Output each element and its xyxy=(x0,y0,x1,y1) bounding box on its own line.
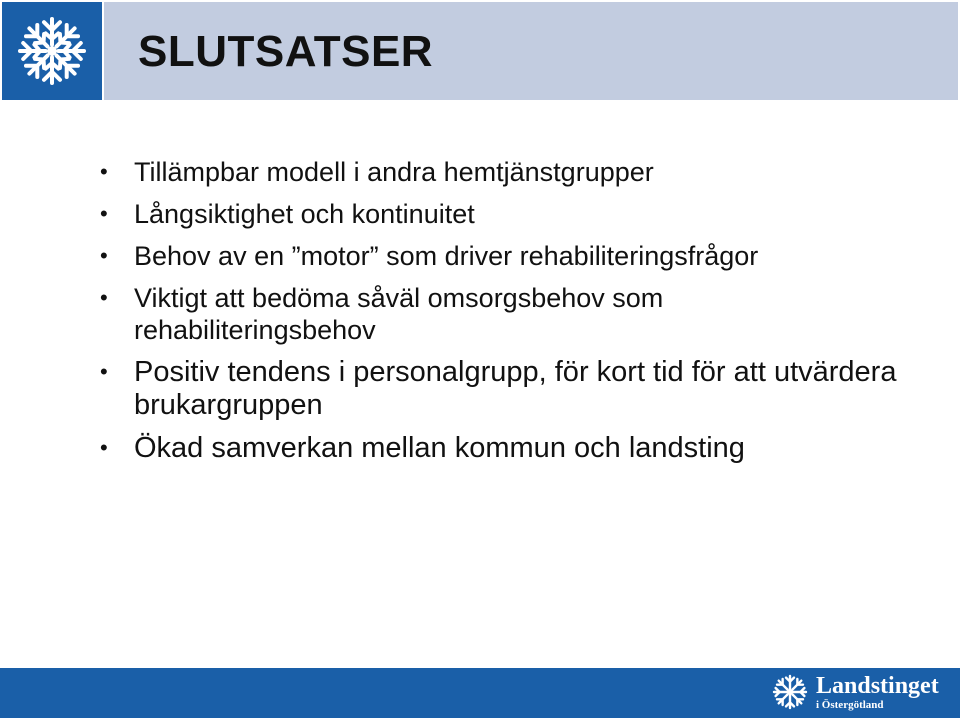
bullet-text: Tillämpbar modell i andra hemtjänstgrupper xyxy=(134,157,654,187)
snowflake-logo-icon xyxy=(12,11,92,91)
footer-bar xyxy=(0,668,960,718)
footer-org xyxy=(816,674,939,711)
bullet-text: Ökad samverkan mellan kommun och landsting xyxy=(134,432,745,464)
bullet-item xyxy=(100,432,900,465)
bullet-item xyxy=(100,198,900,230)
bullet-item xyxy=(100,282,900,346)
footer-org-name: Landstinget xyxy=(816,672,939,699)
footer-logo xyxy=(770,672,939,712)
header-logo xyxy=(2,2,102,100)
bullet-text: Långsiktighet och kontinuitet xyxy=(134,199,475,229)
title-bar xyxy=(104,2,958,100)
bullet-marker: • xyxy=(100,359,108,384)
bullet-text: Behov av en ”motor” som driver rehabiliteringsfrågor xyxy=(134,241,759,271)
bullet-marker: • xyxy=(100,159,108,184)
bullet-item xyxy=(100,356,900,422)
bullet-marker: • xyxy=(100,201,108,226)
snowflake-logo-icon xyxy=(770,672,810,712)
bullet-text: Positiv tendens i personalgrupp, för kort tid för att utvärdera brukargruppen xyxy=(134,356,897,421)
bullet-marker: • xyxy=(100,435,108,460)
bullet-marker: • xyxy=(100,243,108,268)
bullet-marker: • xyxy=(100,285,108,310)
footer-org-region: i Östergötland xyxy=(816,698,884,711)
bullet-text: Viktigt att bedöma såväl omsorgsbehov som rehabiliteringsbehov xyxy=(134,283,664,345)
bullet-list xyxy=(100,156,900,475)
bullet-item xyxy=(100,240,900,272)
slide-title: SLUTSATSER xyxy=(138,27,434,76)
bullet-item xyxy=(100,156,900,188)
